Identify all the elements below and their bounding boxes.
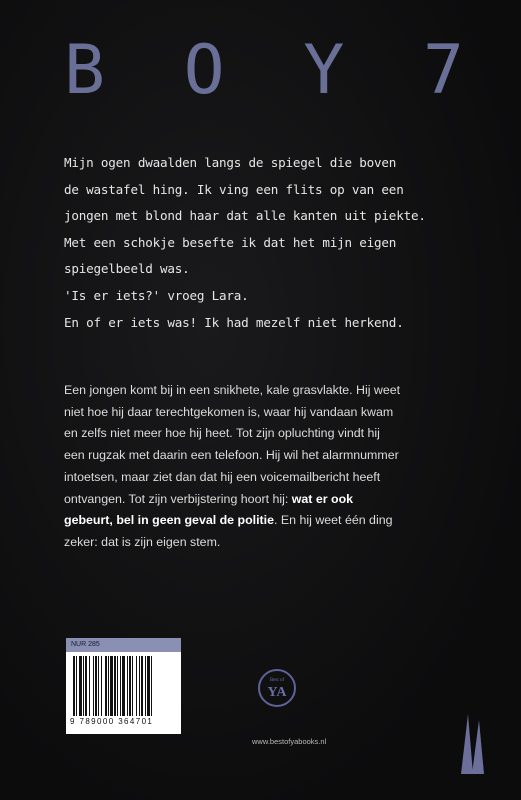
blurb-emphasis: gebeurt, bel in geen geval de politie	[64, 513, 274, 528]
title-letter: 7	[423, 30, 464, 110]
blurb-line: een rugzak met daarin een telefoon. Hij wil het alarmnummer	[64, 448, 399, 463]
logo-top-text: Best of	[269, 678, 285, 683]
barcode-image	[72, 656, 176, 716]
publisher-logo-icon	[458, 710, 488, 776]
blurb-text: ontvangen. Tot zijn verbijstering hoort hij:	[64, 491, 292, 506]
excerpt-line: jongen met blond haar dat alle kanten uit piekte.	[64, 208, 426, 224]
nur-code: NUR 285	[66, 638, 181, 652]
isbn-barcode-label	[66, 638, 181, 734]
title-letter: O	[183, 30, 225, 110]
blurb-line: en zelfs niet meer hoe hij heet. Tot zijn opluchting vindt hij	[64, 426, 380, 441]
excerpt-line: Met een schokje besefte ik dat het mijn eigen	[64, 234, 397, 250]
title-letter: Y	[303, 30, 345, 110]
blurb-line: intoetsen, maar ziet dan dat hij een voicemailbericht heeft	[64, 469, 381, 484]
best-of-ya-logo	[257, 668, 297, 708]
excerpt-line: 'Is er iets?' vroeg Lara.	[64, 287, 249, 303]
blurb-line	[64, 510, 464, 532]
excerpt-quote	[64, 150, 464, 336]
blurb-line: zeker: dat is zijn eigen stem.	[64, 534, 221, 549]
excerpt-line: de wastafel hing. Ik ving een flits op van een	[64, 181, 404, 197]
blurb-line: niet hoe hij daar terechtgekomen is, waar hij vandaan kwam	[64, 404, 394, 419]
blurb-emphasis: wat er ook	[291, 491, 354, 506]
title-letter: B	[64, 30, 105, 110]
blurb-text: . En hij weet één ding	[274, 513, 393, 528]
blurb-line	[64, 489, 464, 511]
excerpt-line: Mijn ogen dwaalden langs de spiegel die boven	[64, 155, 397, 170]
logo-main-text: YA	[267, 685, 287, 700]
isbn-number: 9 789000 364701	[70, 717, 154, 726]
excerpt-line: En of er iets was! Ik had mezelf niet herkend.	[64, 314, 404, 330]
book-blurb	[64, 380, 464, 554]
publisher-website: www.bestofyabooks.nl	[252, 737, 327, 746]
blurb-line: Een jongen komt bij in een snikhete, kale grasvlakte. Hij weet	[64, 383, 401, 397]
book-title	[64, 30, 464, 110]
excerpt-line: spiegelbeeld was.	[64, 261, 190, 277]
